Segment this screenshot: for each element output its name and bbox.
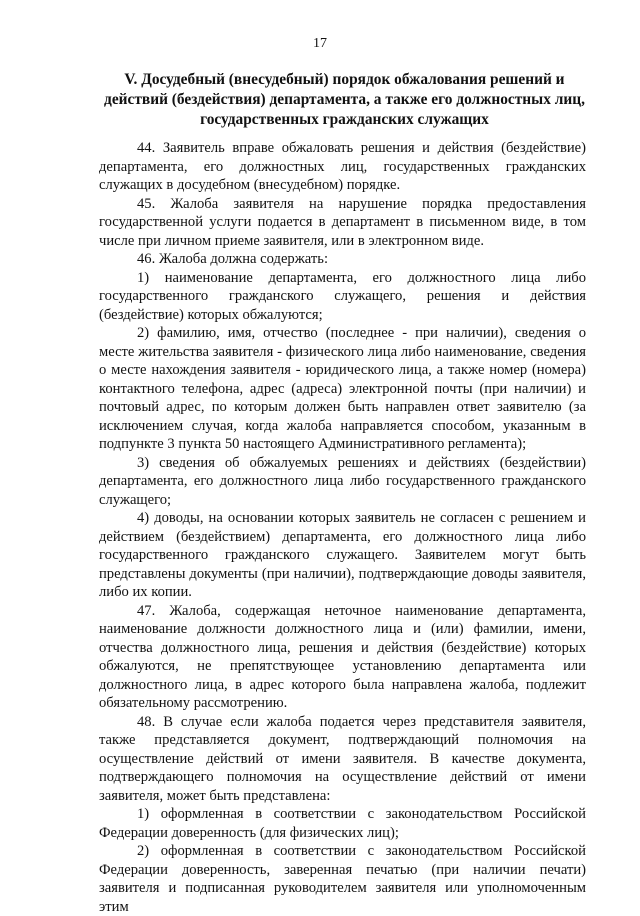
paragraph-48: 48. В случае если жалоба подается через представителя заявителя, также представляется документ, подтверждающий полномочия на осуществление действий от имени заявителя. В качестве документа, подтверждающего полномочия на осуществление действий от имени заявителя, может быть представлена: — [99, 713, 586, 804]
document-body — [99, 139, 586, 916]
paragraph-48-item-2: 2) оформленная в соответствии с законодательством Российской Федерации доверенность, заверенная печатью (при наличии печати) заявителя и подписанная руководителем заявителя или уполномоченным этим — [99, 843, 586, 915]
paragraph-46-item-3: 3) сведения об обжалуемых решениях и действиях (бездействии) департамента, его должностного лица либо государственного гражданского служащего; — [99, 454, 586, 508]
paragraph-46-item-4: 4) доводы, на основании которых заявитель не согласен с решением и действием (бездействием) департамента, его должностного лица либо государственного гражданского служащего. Заявителем могут быть представлены документы (при наличии), подтверждающие доводы заявителя, либо их копии. — [99, 510, 586, 600]
paragraph-48-item-1: 1) оформленная в соответствии с законодательством Российской Федерации доверенность (для физических лиц); — [99, 806, 586, 841]
paragraph-45: 45. Жалоба заявителя на нарушение порядка предоставления государственной услуги подается в департамент в письменном виде, в том числе при личном приеме заявителя, или в электронном виде. — [99, 195, 586, 249]
page-number: 17 — [313, 36, 327, 51]
section-heading: V. Досудебный (внесудебный) порядок обжалования решений и действий (бездействия) департамента, а также его должностных лиц, государственных гражданских служащих — [104, 71, 585, 128]
paragraph-46-item-1: 1) наименование департамента, его должностного лица либо государственного гражданского служащего, решения и действия (бездействие) которых обжалуются; — [99, 269, 586, 323]
paragraph-44: 44. Заявитель вправе обжаловать решения и действия (бездействие) департамента, его должностных лиц, государственных гражданских служащих в досудебном (внесудебном) порядке. — [99, 140, 586, 193]
paragraph-46: 46. Жалоба должна содержать: — [137, 251, 328, 267]
paragraph-47: 47. Жалоба, содержащая неточное наименование департамента, наименование должности должностного лица и (или) фамилии, имени, отчества должностного лица, решения и действия (бездействие) которых обжалуются, не препятствующее установлению департамента или должностного лица, в адрес которого была направлена жалоба, подлежит обязательному рассмотрению. — [99, 602, 586, 711]
paragraph-46-item-2: 2) фамилию, имя, отчество (последнее - при наличии), сведения о месте жительства заявителя - физического лица либо наименование, сведения о месте нахождения заявителя - юридического лица, а также номер (номера) контактного телефона, адрес (адреса) электронной почты (при наличии) и почтовый адрес, по которым должен быть направлен ответ заявителю (за исключением случая, когда жалоба направляется способом, указанным в подпункте 3 пункта 50 настоящего Административного регламента); — [99, 325, 586, 452]
